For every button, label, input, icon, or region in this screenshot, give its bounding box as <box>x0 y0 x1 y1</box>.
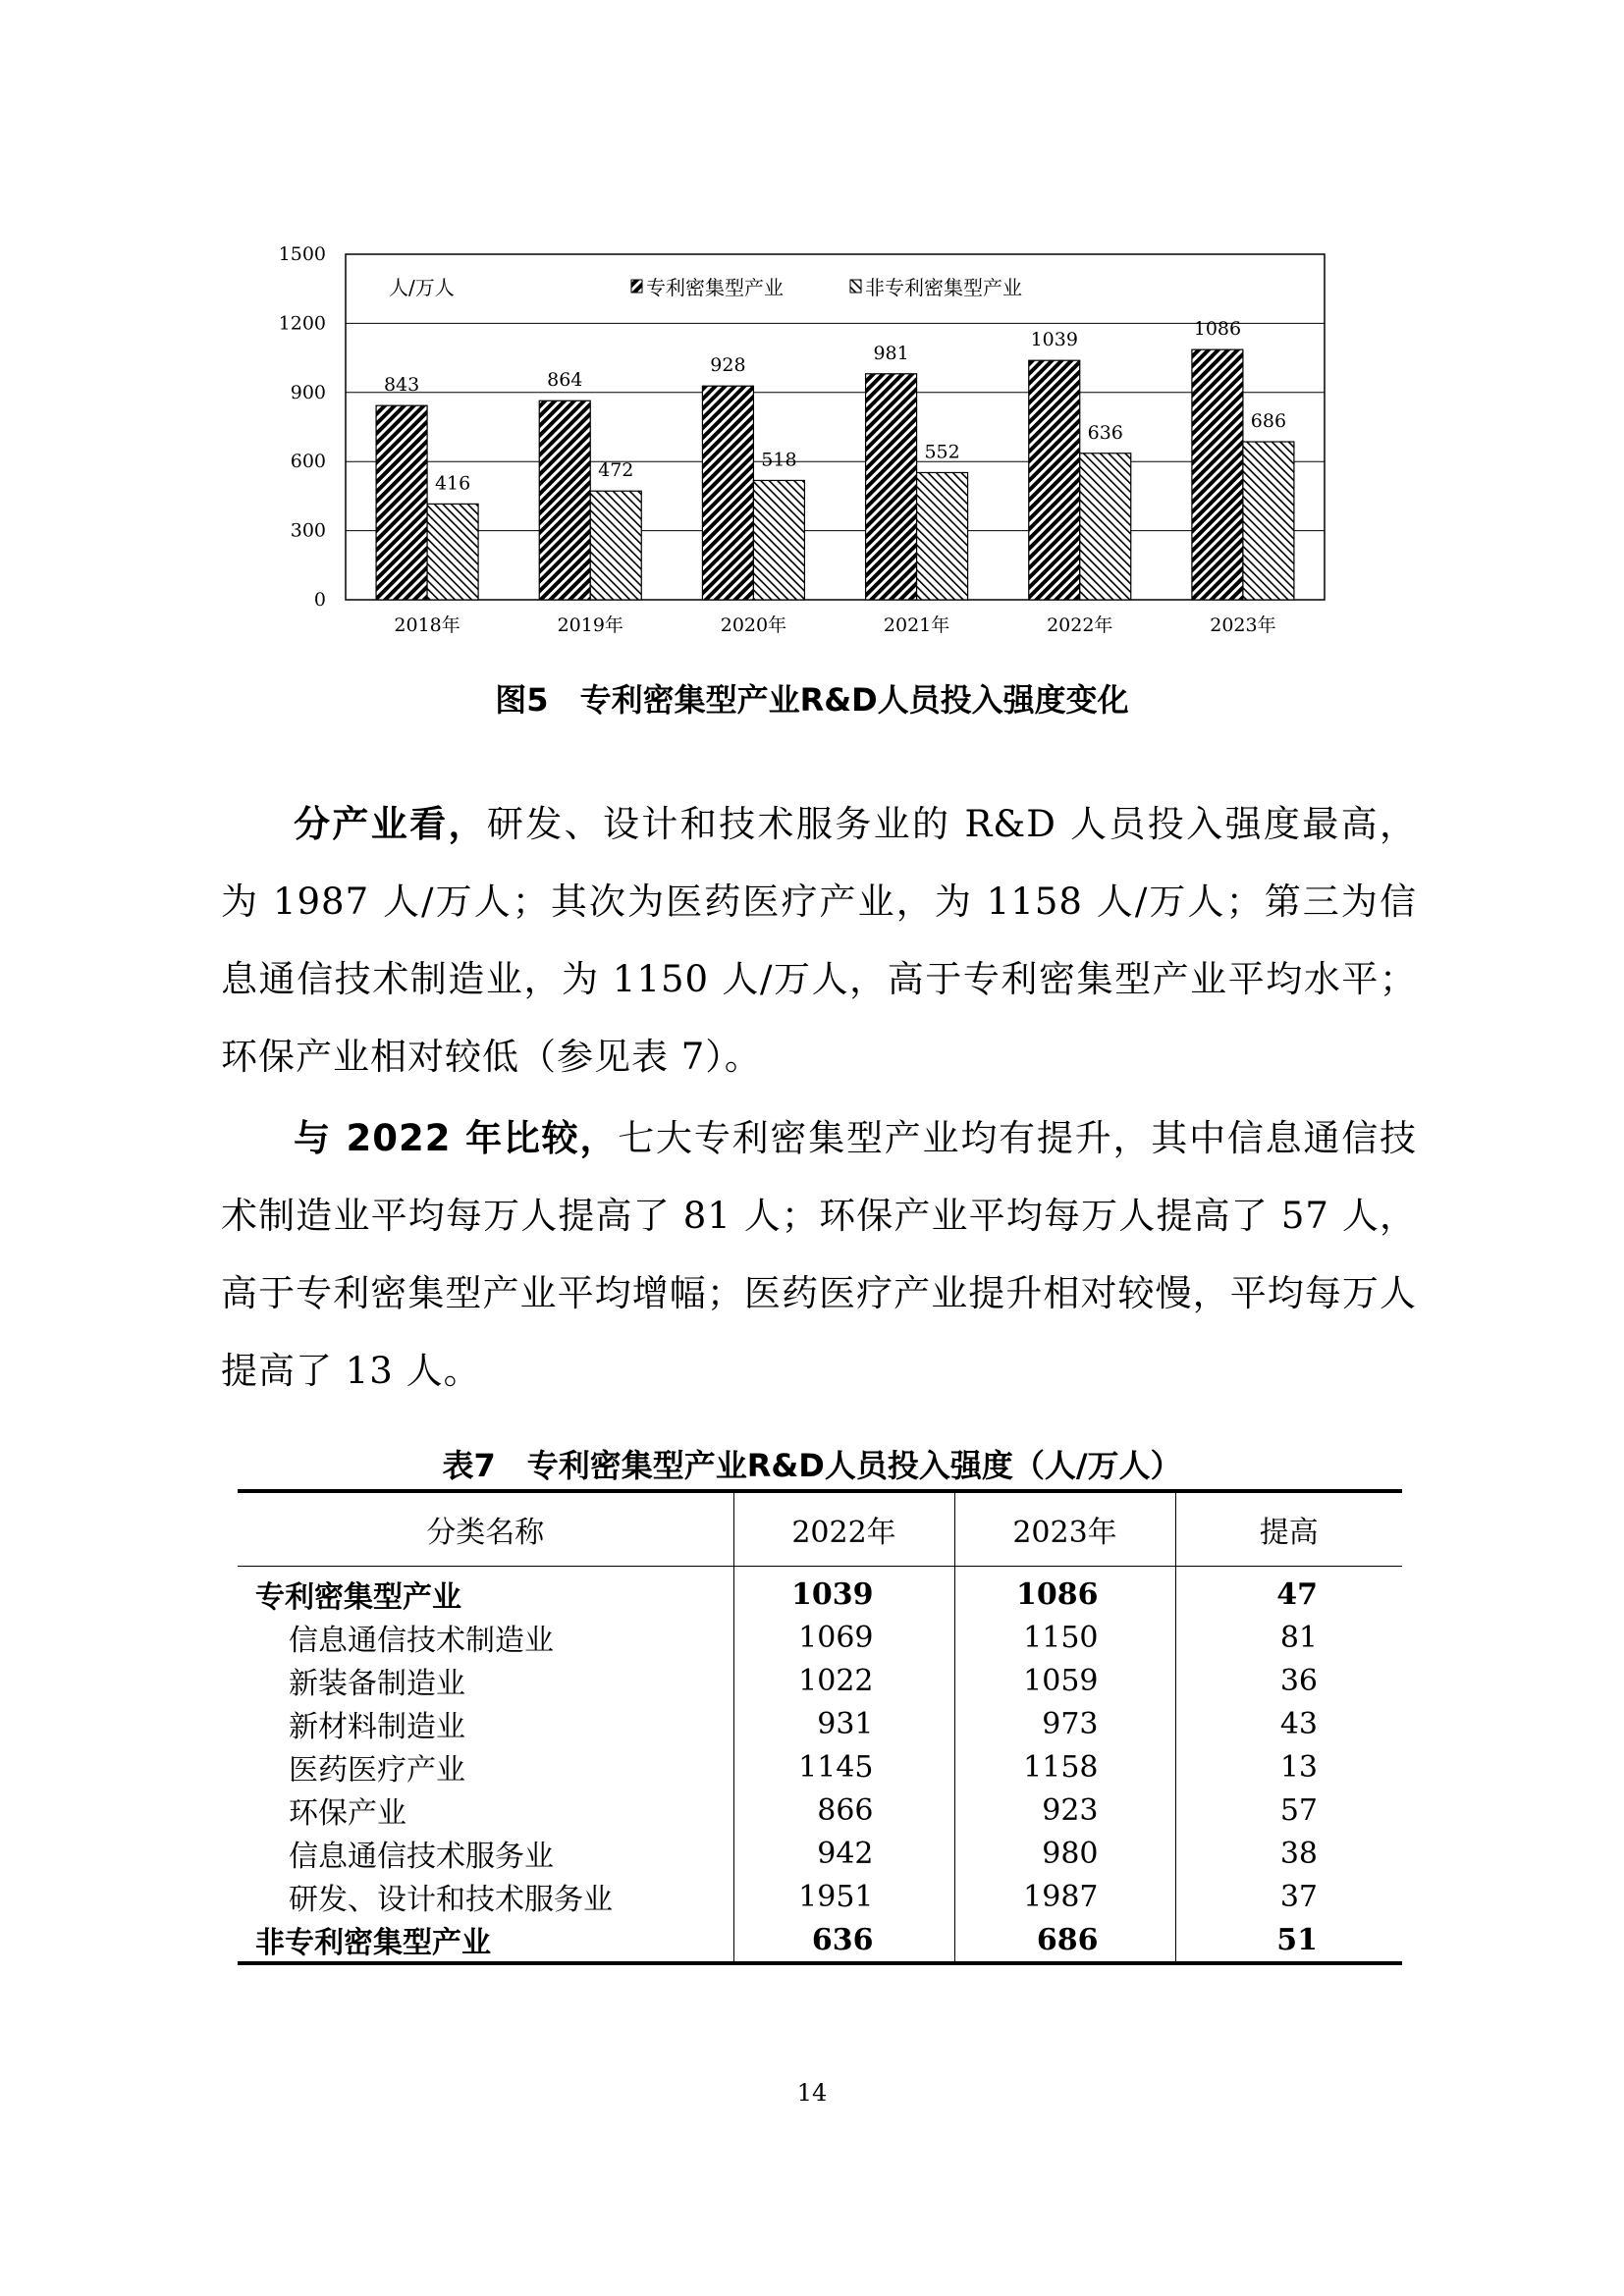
row-2022: 1039 <box>733 1567 954 1617</box>
chart-svg <box>278 240 1355 653</box>
row-increase: 57 <box>1175 1789 1402 1832</box>
x-tick-label: 2021年 <box>883 614 950 636</box>
x-tick-label: 2018年 <box>394 614 460 636</box>
table-row <box>238 1832 1402 1875</box>
data-label: 981 <box>873 342 909 364</box>
row-2022: 866 <box>733 1789 954 1832</box>
row-2023: 1987 <box>954 1875 1175 1918</box>
row-name: 新材料制造业 <box>289 1710 465 1744</box>
bar-nonpatent <box>1080 454 1131 600</box>
row-name: 环保产业 <box>289 1796 406 1831</box>
row-2022: 636 <box>733 1918 954 1963</box>
row-increase: 51 <box>1175 1918 1402 1963</box>
row-increase: 37 <box>1175 1875 1402 1918</box>
row-increase: 47 <box>1175 1567 1402 1617</box>
paragraph-vs-2022 <box>221 1099 1417 1410</box>
paragraph-by-industry <box>221 785 1417 1095</box>
y-tick-label: 1200 <box>278 312 326 335</box>
bar-nonpatent <box>753 480 804 600</box>
row-increase: 36 <box>1175 1659 1402 1702</box>
row-2023: 1150 <box>954 1616 1175 1659</box>
row-2023: 1086 <box>954 1567 1175 1617</box>
row-name: 新装备制造业 <box>289 1667 465 1701</box>
y-tick-label: 0 <box>313 589 326 611</box>
row-name: 信息通信技术制造业 <box>289 1624 554 1658</box>
row-2022: 1022 <box>733 1659 954 1702</box>
legend-label-patent: 专利密集型产业 <box>646 276 784 299</box>
page-number: 14 <box>796 2079 828 2107</box>
paragraph-text: 七大专利密集型产业均有提升，其中信息通信技术制造业平均每万人提高了 81 人；环保产业平均每万人提高了 57 人，高于专利密集型产业平均增幅；医药医疗产业提升相对较慢，平均每万人提高了 13 人。 <box>221 1117 1418 1392</box>
data-label: 686 <box>1250 410 1287 433</box>
row-2022: 931 <box>733 1702 954 1745</box>
header-2023: 2023年 <box>954 1491 1175 1567</box>
data-label: 416 <box>434 472 471 495</box>
paragraph-lead: 与 2022 年比较， <box>294 1117 619 1159</box>
bar-nonpatent <box>590 491 641 600</box>
data-label: 864 <box>547 369 583 392</box>
x-tick-label: 2022年 <box>1047 614 1113 636</box>
x-tick-label: 2023年 <box>1210 614 1276 636</box>
bar-patent <box>1192 349 1243 600</box>
row-2023: 1059 <box>954 1659 1175 1702</box>
row-increase: 38 <box>1175 1832 1402 1875</box>
chart-unit-label: 人/万人 <box>389 276 455 299</box>
bar-patent <box>866 374 917 600</box>
row-2022: 1951 <box>733 1875 954 1918</box>
row-increase: 43 <box>1175 1702 1402 1745</box>
table-row <box>238 1702 1402 1745</box>
header-2022: 2022年 <box>733 1491 954 1567</box>
row-2022: 1069 <box>733 1616 954 1659</box>
header-category: 分类名称 <box>426 1516 545 1550</box>
table-row <box>238 1567 1402 1617</box>
bar-chart <box>278 240 1355 653</box>
row-2022: 1145 <box>733 1745 954 1789</box>
table-row <box>238 1789 1402 1832</box>
row-increase: 13 <box>1175 1745 1402 1789</box>
row-2023: 923 <box>954 1789 1175 1832</box>
row-2023: 1158 <box>954 1745 1175 1789</box>
table-header-row <box>238 1491 1402 1567</box>
row-2023: 686 <box>954 1918 1175 1963</box>
row-name: 研发、设计和技术服务业 <box>289 1883 613 1917</box>
row-name: 非专利密集型产业 <box>255 1926 491 1960</box>
row-increase: 81 <box>1175 1616 1402 1659</box>
legend-swatch-nonpatent <box>850 280 861 293</box>
y-tick-label: 900 <box>290 381 326 403</box>
y-tick-label: 600 <box>290 451 326 473</box>
bar-patent <box>1029 360 1080 600</box>
plot-frame <box>346 254 1325 600</box>
bar-patent <box>376 405 427 600</box>
table-row <box>238 1616 1402 1659</box>
figure-caption: 图5 专利密集型产业R&D人员投入强度变化 <box>495 681 1129 719</box>
bar-nonpatent <box>917 472 968 600</box>
x-tick-label: 2019年 <box>557 614 623 636</box>
table-row <box>238 1745 1402 1789</box>
row-2023: 973 <box>954 1702 1175 1745</box>
rd-intensity-table <box>238 1489 1402 1965</box>
table-row <box>238 1918 1402 1963</box>
table-caption: 表7 专利密集型产业R&D人员投入强度（人/万人） <box>442 1447 1182 1484</box>
row-name: 医药医疗产业 <box>289 1753 465 1788</box>
data-label: 1039 <box>1030 329 1078 351</box>
bar-patent <box>702 386 753 600</box>
table-row <box>238 1659 1402 1702</box>
data-label: 928 <box>710 354 746 377</box>
header-increase: 提高 <box>1175 1491 1402 1567</box>
data-label: 636 <box>1087 421 1123 444</box>
y-tick-label: 300 <box>290 519 326 542</box>
table-row <box>238 1875 1402 1918</box>
data-label: 552 <box>924 441 960 463</box>
row-2023: 980 <box>954 1832 1175 1875</box>
legend-label-nonpatent: 非专利密集型产业 <box>865 276 1022 299</box>
data-label: 518 <box>761 449 797 471</box>
bar-nonpatent <box>1243 442 1294 600</box>
x-tick-label: 2020年 <box>720 614 787 636</box>
bar-patent <box>539 400 590 600</box>
row-2022: 942 <box>733 1832 954 1875</box>
paragraph-text: 研发、设计和技术服务业的 R&D 人员投入强度最高，为 1987 人/万人；其次为医药医疗产业，为 1158 人/万人；第三为信息通信技术制造业，为 1150 人/万人，高于专利密集型产业平均水平；环保产业相对较低（参见表 7）。 <box>221 803 1417 1078</box>
row-name: 专利密集型产业 <box>255 1580 461 1615</box>
data-label: 1086 <box>1193 318 1242 341</box>
bar-nonpatent <box>427 504 478 600</box>
data-label: 843 <box>383 374 420 397</box>
legend-swatch-patent <box>631 280 642 293</box>
paragraph-lead: 分产业看， <box>294 803 487 845</box>
y-tick-label: 1500 <box>278 243 326 265</box>
data-label: 472 <box>598 459 634 482</box>
row-name: 信息通信技术服务业 <box>289 1840 554 1874</box>
